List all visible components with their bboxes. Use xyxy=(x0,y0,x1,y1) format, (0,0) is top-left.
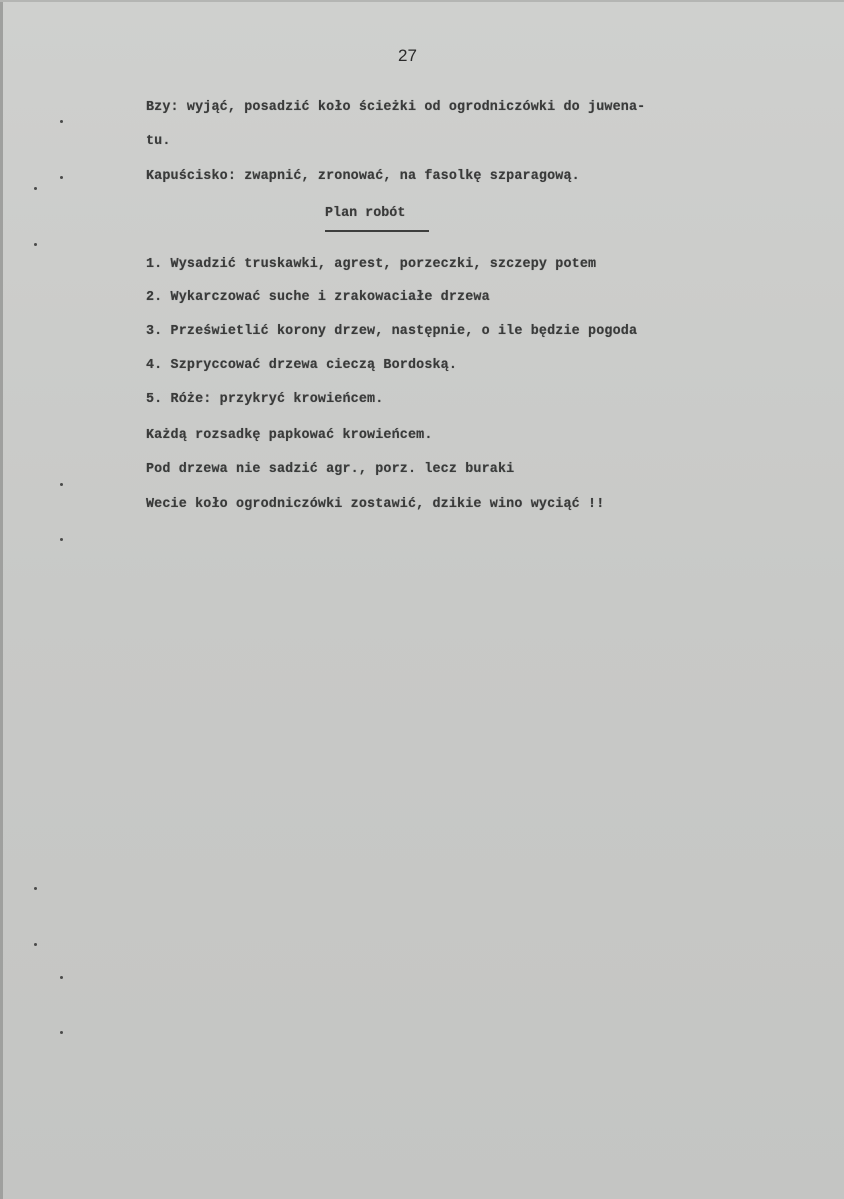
heading-underline xyxy=(325,230,429,232)
margin-dot xyxy=(34,943,37,946)
margin-dot xyxy=(60,176,63,179)
section-heading: Plan robót xyxy=(325,206,406,221)
note-line-2: Pod drzewa nie sadzić agr., porz. lecz buraki xyxy=(146,462,515,477)
page-number: 27 xyxy=(398,46,417,65)
list-item-5: 5. Róże: przykryć krowieńcem. xyxy=(146,392,384,407)
margin-dot xyxy=(60,1031,63,1034)
note-line-3: Wecie koło ogrodniczówki zostawić, dzikie wino wyciąć !! xyxy=(146,497,605,512)
list-item-2: 2. Wykarczować suche i zrakowaciałe drzewa xyxy=(146,290,490,305)
list-item-3: 3. Prześwietlić korony drzew, następnie, o ile będzie pogoda xyxy=(146,324,638,339)
margin-dot xyxy=(34,187,37,190)
margin-dot xyxy=(60,538,63,541)
page-top-edge xyxy=(0,0,844,2)
page-left-edge xyxy=(0,0,3,1199)
list-item-1: 1. Wysadzić truskawki, agrest, porzeczki, szczepy potem xyxy=(146,257,597,272)
margin-dot xyxy=(60,120,63,123)
list-item-4: 4. Szpryccować drzewa cieczą Bordoską. xyxy=(146,358,458,373)
text-line-3: Kapuścisko: zwapnić, zronować, na fasolkę szparagową. xyxy=(146,169,580,184)
text-line-2: tu. xyxy=(146,134,171,149)
margin-dot xyxy=(60,483,63,486)
margin-dot xyxy=(34,887,37,890)
text-line-1: Bzy: wyjąć, posadzić koło ścieżki od ogrodniczówki do juwena- xyxy=(146,100,646,115)
margin-dot xyxy=(34,243,37,246)
note-line-1: Każdą rozsadkę papkować krowieńcem. xyxy=(146,428,433,443)
margin-dot xyxy=(60,976,63,979)
